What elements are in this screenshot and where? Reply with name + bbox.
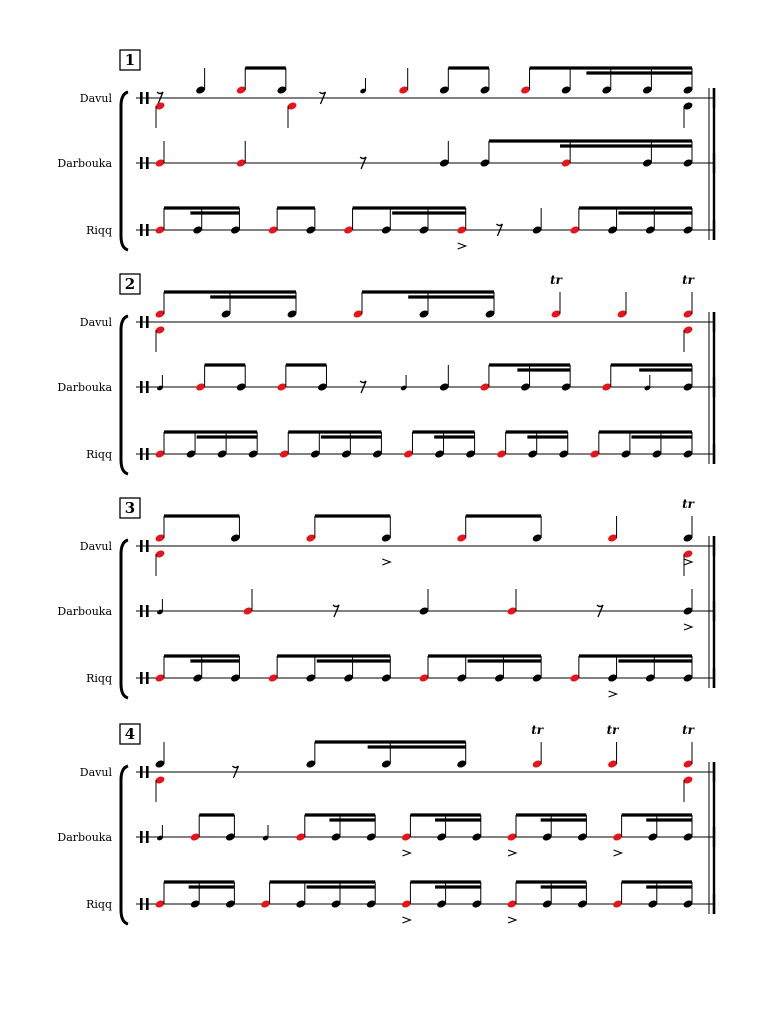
trill-mark: tr: [606, 723, 619, 737]
accent-mark: [508, 850, 516, 856]
percussion-clef: [146, 316, 149, 328]
percussion-clef: [140, 672, 143, 684]
trill-mark: tr: [550, 273, 562, 287]
instrument-label: Darbouka: [57, 381, 112, 394]
accent-mark: [508, 917, 516, 923]
instrument-label: Riqq: [86, 224, 112, 237]
instrument-label: Davul: [79, 92, 112, 105]
percussion-clef: [146, 540, 149, 552]
accent-mark: [402, 917, 410, 923]
percussion-clef: [140, 448, 143, 460]
percussion-clef: [140, 540, 143, 552]
trill-mark: tr: [682, 273, 694, 287]
percussion-clef: [146, 92, 149, 104]
system-bracket: [121, 92, 128, 250]
rehearsal-number: 3: [124, 499, 136, 517]
rehearsal-number: 2: [124, 275, 136, 293]
accent-mark: [609, 691, 617, 697]
percussion-clef: [140, 381, 143, 393]
accent-mark: [402, 850, 410, 856]
percussion-clef: [146, 831, 149, 843]
instrument-label: Darbouka: [57, 831, 112, 844]
percussion-clef: [140, 157, 143, 169]
system-bracket: [121, 316, 128, 474]
system-bracket: [121, 766, 128, 924]
percussion-clef: [140, 316, 143, 328]
percussion-clef: [140, 92, 143, 104]
percussion-clef: [140, 831, 143, 843]
percussion-clef: [140, 898, 143, 910]
accent-mark: [684, 624, 692, 630]
percussion-clef: [140, 224, 143, 236]
percussion-clef: [140, 605, 143, 617]
percussion-clef: [146, 605, 149, 617]
instrument-label: Darbouka: [57, 157, 112, 170]
accent-mark: [684, 559, 692, 565]
rehearsal-number: 4: [124, 725, 136, 743]
percussion-clef: [146, 448, 149, 460]
instrument-label: Davul: [79, 316, 112, 329]
percussion-clef: [146, 224, 149, 236]
percussion-clef: [146, 672, 149, 684]
instrument-label: Davul: [79, 766, 112, 779]
trill-mark: tr: [531, 723, 544, 737]
trill-mark: tr: [682, 723, 694, 737]
percussion-clef: [146, 766, 149, 778]
percussion-clef: [146, 157, 149, 169]
accent-mark: [382, 559, 390, 565]
trill-mark: tr: [682, 497, 694, 511]
instrument-label: Darbouka: [57, 605, 112, 618]
percussion-clef: [140, 766, 143, 778]
instrument-label: Riqq: [86, 898, 112, 911]
percussion-clef: [146, 381, 149, 393]
instrument-label: Davul: [79, 540, 112, 553]
accent-mark: [458, 243, 466, 249]
rehearsal-number: 1: [124, 51, 136, 69]
instrument-label: Riqq: [86, 672, 112, 685]
system-bracket: [121, 540, 128, 698]
instrument-label: Riqq: [86, 448, 112, 461]
accent-mark: [614, 850, 622, 856]
percussion-clef: [146, 898, 149, 910]
